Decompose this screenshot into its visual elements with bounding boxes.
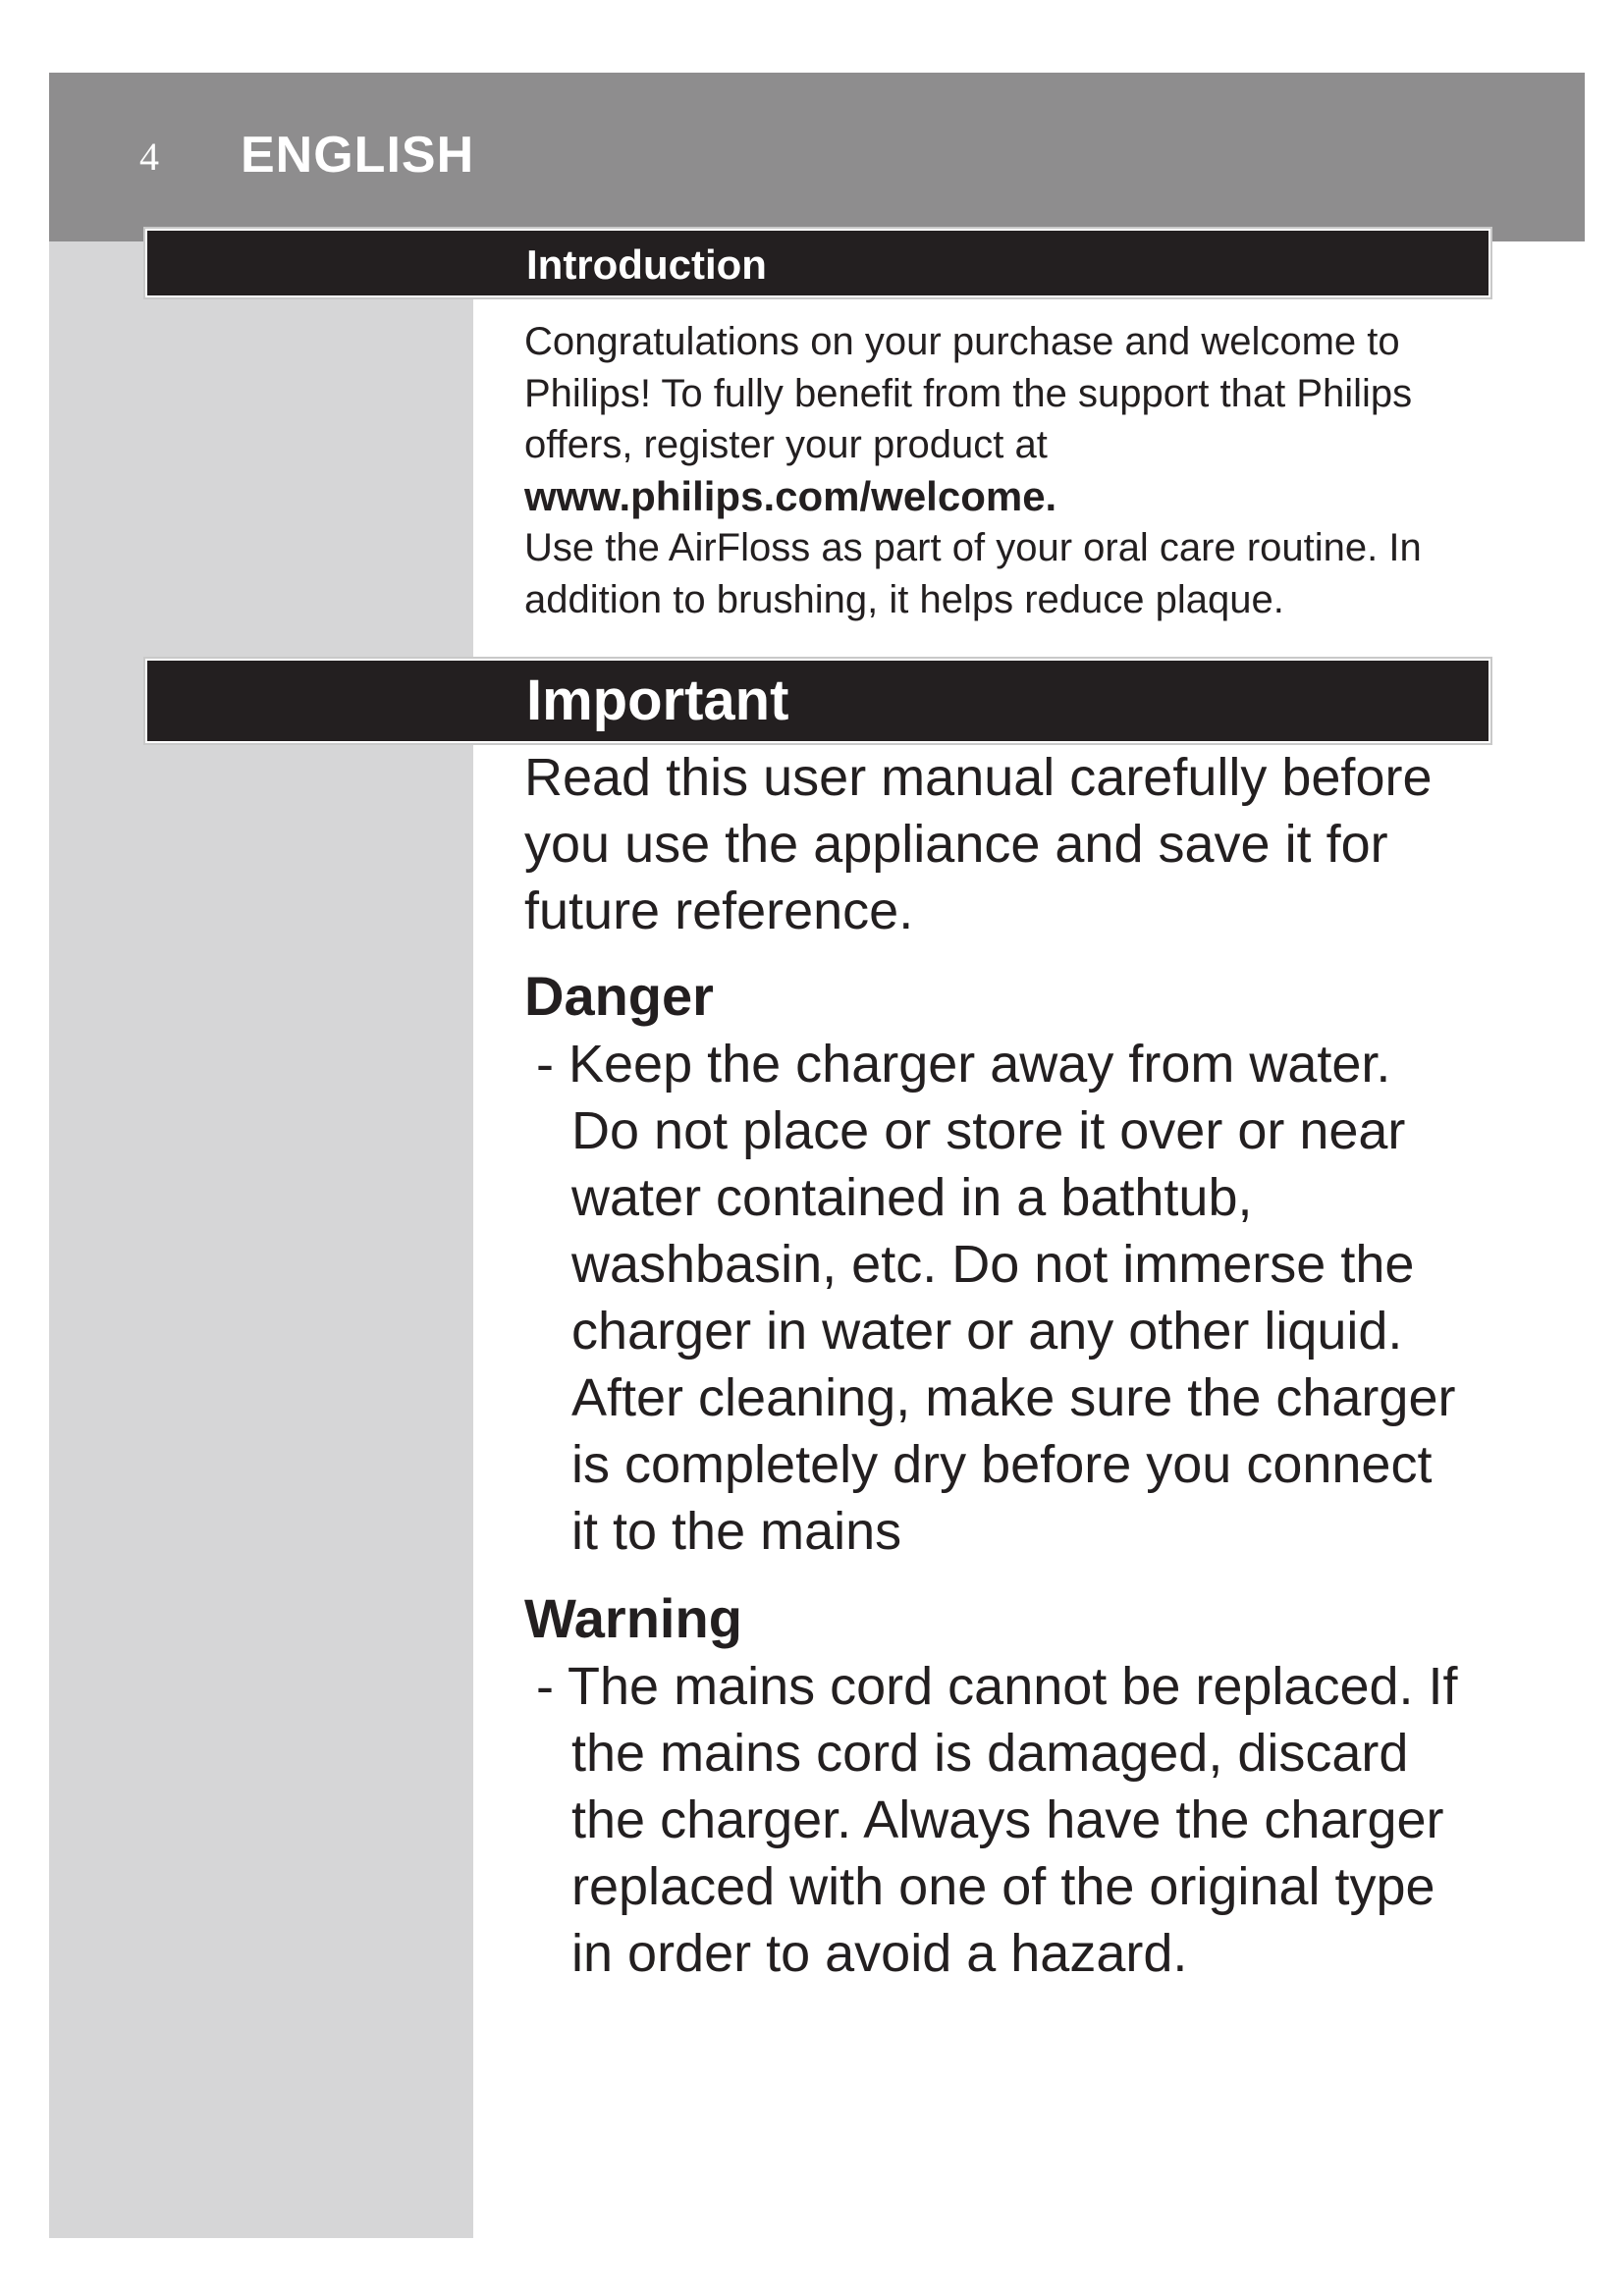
important-intro: Read this user manual carefully before you use the appliance and save it for future reference.: [524, 748, 1433, 940]
section-title-introduction: Introduction: [526, 241, 767, 288]
section-bar-introduction: [145, 229, 1490, 297]
introduction-paragraph: Use the AirFloss as part of your oral care routine. In addition to brushing, it helps reduce plaque.: [524, 526, 1422, 621]
warning-heading: Warning: [524, 1587, 742, 1649]
important-body: [524, 744, 1467, 1987]
introduction-paragraph: Congratulations on your purchase and welcome to Philips! To fully benefit from the support that Philips offers, register your product at: [524, 320, 1413, 466]
section-title-important: Important: [526, 668, 789, 732]
section-bar-important: [145, 659, 1490, 743]
language-label: ENGLISH: [241, 127, 475, 184]
left-margin-column: [49, 241, 473, 2238]
warning-item: - The mains cord cannot be replaced. If the mains cord is damaged, discard the charger. Always have the charger replaced with one of the original type in order to avoid a hazard.: [536, 1657, 1458, 1983]
page-number: 4: [139, 134, 159, 179]
danger-heading: Danger: [524, 965, 714, 1027]
danger-item: - Keep the charger away from water. Do not place or store it over or near water contained in a bathtub, washbasin, etc. Do not immerse the charger in water or any other liquid. After cleaning, make sure the charger is completely dry before you connect it to the mains: [536, 1035, 1456, 1561]
registration-url: www.philips.com/welcome.: [524, 472, 1057, 519]
introduction-body: [524, 316, 1447, 625]
